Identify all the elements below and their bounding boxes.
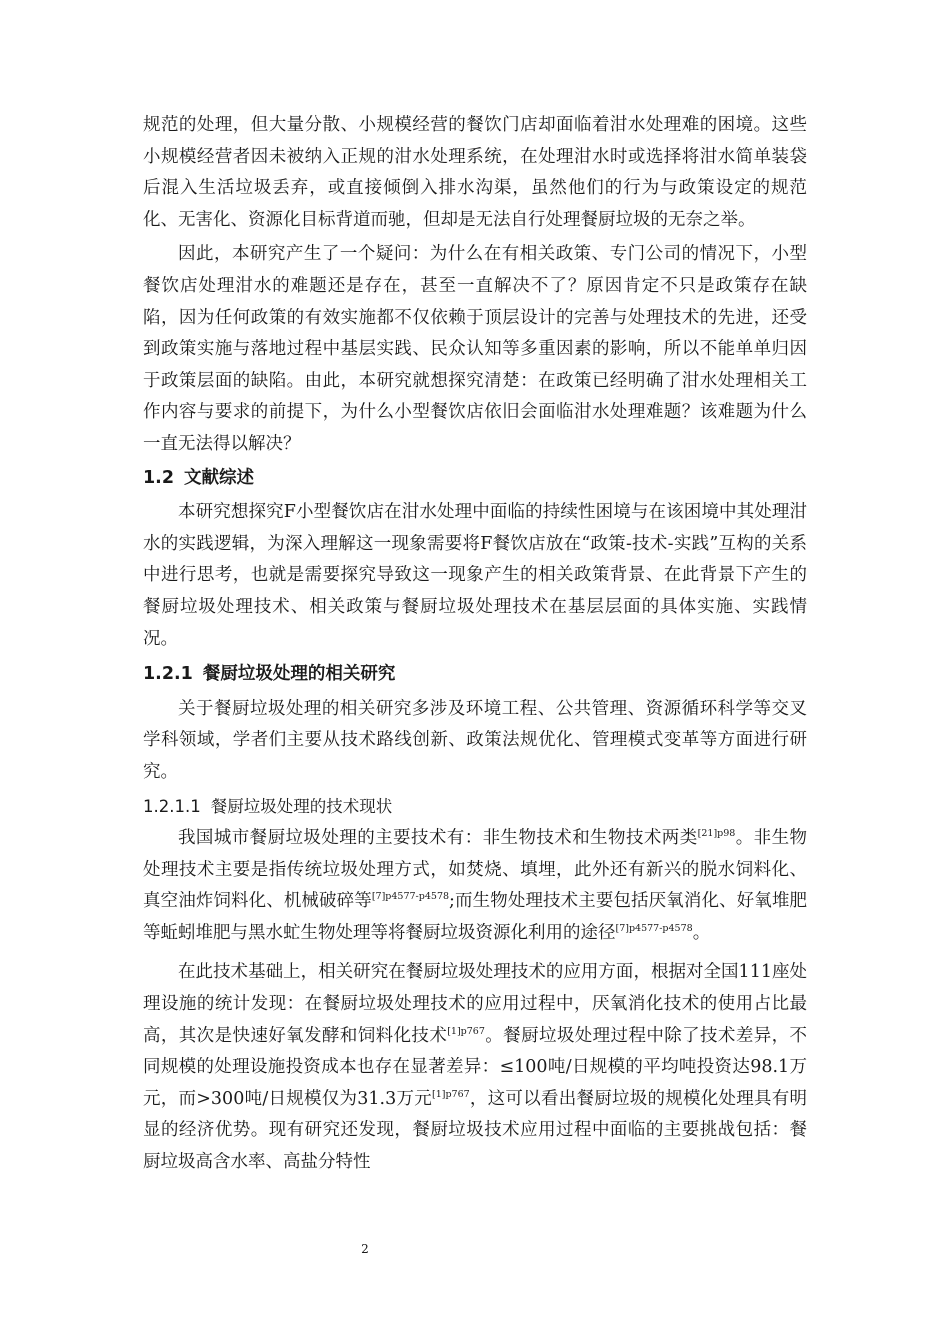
text-run: 。 [692, 922, 711, 943]
section-number: 1.2 [143, 467, 175, 488]
paragraph-research-fields: 关于餐厨垃圾处理的相关研究多涉及环境工程、公共管理、资源循环科学等交叉学科领域，学者们主要从技术路线创新、政策法规优化、管理模式变革等方面进行研究。 [143, 698, 807, 782]
text-run: ;而生物处理技术主要包括厌氧消化、好氧堆肥等蚯蚓堆肥与黑水虻生物处理等将餐厨垃圾资源化利用的途径 [143, 891, 807, 943]
text-run: 我国城市餐厨垃圾处理的主要技术有：非生物技术和生物技术两类 [178, 828, 698, 849]
text-run: 在此技术基础上，相关研究在餐厨垃圾处理技术的应用方面，根据对全国111座处理设施的统计发现：在餐厨垃圾处理技术的应用过程中，厌氧消化技术的使用占比最高，其次是快速好氧发酵和饲料化技术 [143, 962, 807, 1046]
section-title: 餐厨垃圾处理的相关研究 [202, 664, 396, 685]
citation-marker: [1]p767 [447, 1025, 485, 1037]
citation-marker: [7]p4577-p4578 [371, 891, 450, 903]
section-title: 文献综述 [184, 467, 255, 488]
citation-marker: [21]p98 [697, 828, 736, 840]
page-number: 2 [361, 1242, 369, 1256]
paragraph-technology-application [143, 957, 807, 1178]
paragraph-research-question: 因此，本研究产生了一个疑问：为什么在有相关政策、专门公司的情况下，小型餐饮店处理泔水的难题还是存在，甚至一直解决不了？原因肯定不只是政策存在缺陷，因为任何政策的有效实施都不仅依赖于顶层设计的完善与处理技术的先进，还受到政策实施与落地过程中基层实践、民众认知等多重因素的影响，所以不能单单归因于政策层面的缺陷。由此，本研究就想探究清楚：在政策已经明确了泔水处理相关工作内容与要求的前提下，为什么小型餐饮店依旧会面临泔水处理难题？该难题为什么一直无法得以解决？ [143, 244, 807, 454]
section-heading-1-2-1-1 [143, 791, 807, 823]
text-run: 。非生物处理技术主要是指传统垃圾处理方式，如焚烧、填埋，此外还有新兴的脱水饲料化、真空油炸饲料化、机械破碎等 [143, 828, 808, 912]
section-heading-1-2-1 [143, 659, 807, 691]
paragraph-literature-intro: 本研究想探究F小型餐饮店在泔水处理中面临的持续性困境与在该困境中其处理泔水的实践逻辑，为深入理解这一现象需要将F餐饮店放在“政策-技术-实践”互构的关系中进行思考，也就是需要探究导致这一现象产生的相关政策背景、在此背景下产生的餐厨垃圾处理技术、相关政策与餐厨垃圾处理技术在基层层面的具体实施、实践情况。 [143, 502, 807, 649]
citation-marker: [1]p767 [432, 1088, 470, 1100]
text-run: 。餐厨垃圾处理过程中除了技术差异，不同规模的处理设施投资成本也存在显著差异：≤100吨/日规模的平均吨投资达98.1万元，而>300吨/日规模仅为31.3万元 [143, 1025, 808, 1109]
section-title: 餐厨垃圾处理的技术现状 [210, 797, 393, 817]
citation-marker: [7]p4577-p4578 [615, 922, 693, 934]
section-number: 1.2.1.1 [143, 797, 201, 817]
document-page [143, 110, 807, 1179]
paragraph-continued: 规范的处理，但大量分散、小规模经营的餐饮门店却面临着泔水处理难的困境。这些小规模经营者因未被纳入正规的泔水处理系统，在处理泔水时或选择将泔水简单装袋后混入生活垃圾丢弃，或直接倾倒入排水沟渠，虽然他们的行为与政策设定的规范化、无害化、资源化目标背道而驰，但却是无法自行处理餐厨垃圾的无奈之举。 [143, 115, 807, 230]
section-number: 1.2.1 [143, 664, 193, 685]
text-run: ，这可以看出餐厨垃圾的规模化处理具有明显的经济优势。现有研究还发现，餐厨垃圾技术应用过程中面临的主要挑战包括：餐厨垃圾高含水率、高盐分特性 [143, 1088, 808, 1172]
section-heading-1-2 [143, 463, 807, 495]
paragraph-technology-types [143, 823, 807, 949]
